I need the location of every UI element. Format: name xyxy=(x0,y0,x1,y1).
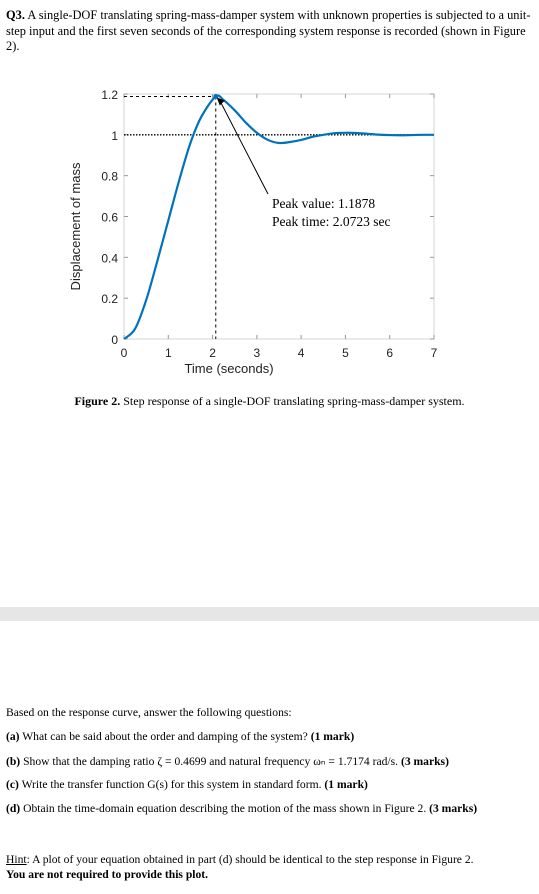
part-a-text: What can be said about the order and damping of the system? xyxy=(22,730,308,743)
y-tick-label: 0.2 xyxy=(101,292,118,307)
x-tick-label: 4 xyxy=(297,346,305,360)
y-axis-label: Displacement of mass xyxy=(68,162,83,291)
y-tick-label: 0.4 xyxy=(101,251,118,266)
part-d xyxy=(6,802,477,815)
y-tick-label: 0.6 xyxy=(101,210,118,225)
annotation-peak-value: Peak value: 1.1878 xyxy=(272,196,376,211)
part-a xyxy=(6,730,354,743)
hint-block xyxy=(6,852,536,882)
question-number: Q3. xyxy=(6,8,25,22)
figure-caption xyxy=(0,394,539,409)
chart-svg xyxy=(0,82,539,382)
figure-caption-text: Step response of a single-DOF translating spring-mass-damper system. xyxy=(123,394,465,408)
x-axis-label: Time (seconds) xyxy=(184,361,274,376)
page-break-divider xyxy=(0,607,539,621)
y-tick-label: 1.2 xyxy=(101,88,118,102)
questions-intro: Based on the response curve, answer the following questions: xyxy=(6,706,292,719)
figure-label: Figure 2. xyxy=(74,394,121,408)
hint-text: : A plot of your equation obtained in part (d) should be identical to the step response in Figure 2. xyxy=(26,853,474,866)
part-b xyxy=(6,754,449,768)
question-text: A single-DOF translating spring-mass-damper system with unknown properties is subjected to a unit-step input and the first seven seconds of the corresponding system response is recorded (shown in Figure 2). xyxy=(6,8,531,53)
y-tick-label: 0 xyxy=(111,333,118,347)
step-response-chart xyxy=(0,82,539,382)
part-c-marks: (1 mark) xyxy=(324,778,368,791)
part-c-text: Write the transfer function G(s) for this system in standard form. xyxy=(21,778,322,791)
part-d-marks: (3 marks) xyxy=(429,802,478,815)
part-c-label: (c) xyxy=(6,778,19,791)
part-b-text: Show that the damping ratio ζ = 0.4699 and natural frequency ωₙ = 1.7174 rad/s. xyxy=(23,755,399,768)
part-d-label: (d) xyxy=(6,802,21,815)
question-header xyxy=(6,8,534,55)
part-c xyxy=(6,778,368,791)
y-tick-label: 1 xyxy=(111,128,118,143)
part-a-label: (a) xyxy=(6,730,20,743)
x-tick-label: 1 xyxy=(164,346,172,360)
part-d-text: Obtain the time-domain equation describing the motion of the mass shown in Figure 2. xyxy=(23,802,427,815)
part-b-label: (b) xyxy=(6,755,21,768)
x-tick-label: 7 xyxy=(430,346,438,360)
x-tick-label: 2 xyxy=(209,346,216,360)
part-a-marks: (1 mark) xyxy=(310,730,355,743)
y-tick-label: 0.8 xyxy=(101,169,118,184)
x-tick-label: 5 xyxy=(342,346,349,360)
x-tick-label: 3 xyxy=(253,346,261,360)
annotation-peak-time: Peak time: 2.0723 sec xyxy=(272,214,391,229)
part-b-marks: (3 marks) xyxy=(400,755,449,768)
x-tick-label: 6 xyxy=(386,346,394,360)
hint-word: Hint xyxy=(6,853,27,866)
x-tick-label: 0 xyxy=(120,346,128,360)
hint-bold-line: You are not required to provide this plot. xyxy=(6,868,209,881)
